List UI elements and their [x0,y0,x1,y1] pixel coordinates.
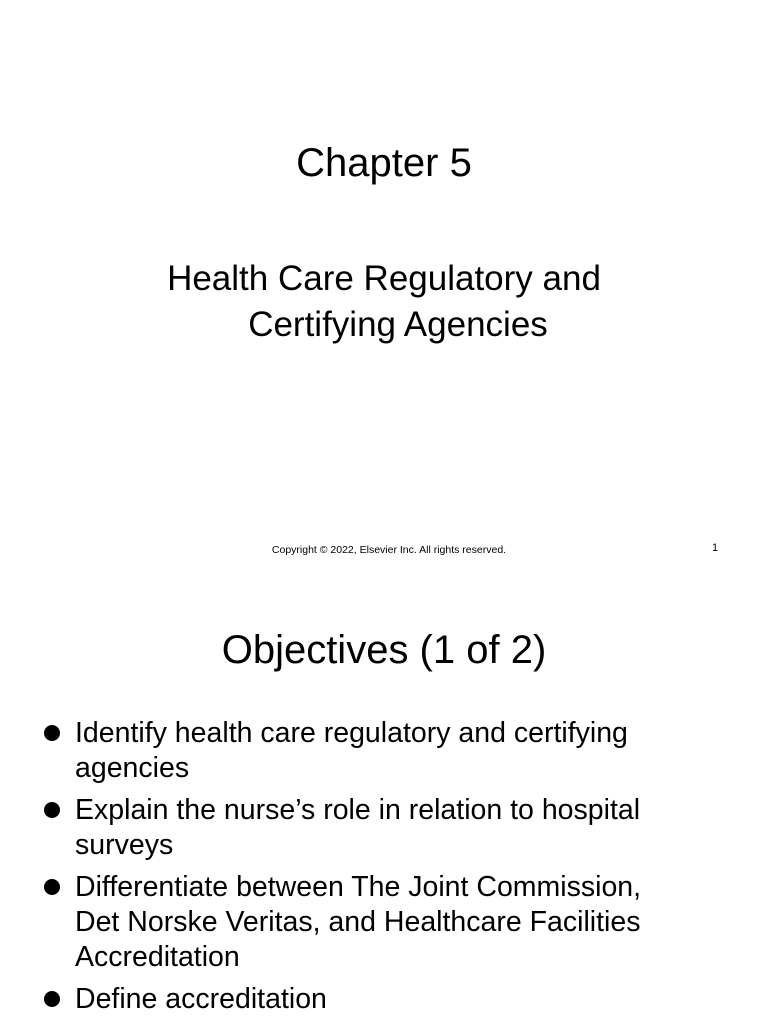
chapter-subtitle [120,256,648,348]
bullet-text: Define accreditation [75,983,327,1015]
list-item [0,870,768,975]
objectives-slide [0,576,768,1024]
copyright-notice: Copyright © 2022, Elsevier Inc. All rights reserved. [271,544,507,556]
subtitle-line: Certifying Agencies [248,305,548,344]
bullet-icon [44,991,60,1007]
list-item [0,793,768,863]
bullet-icon [44,879,60,895]
bullet-text: Differentiate between The Joint Commission, Det Norske Veritas, and Healthcare Facilities Accreditation [75,871,642,973]
subtitle-line: Health Care Regulatory and [167,259,601,298]
bullet-icon [44,725,60,741]
bullet-text: Explain the nurse’s role in relation to hospital surveys [75,794,641,861]
list-item [0,716,768,786]
bullet-icon [44,802,60,818]
objectives-list [0,716,768,1024]
chapter-title: Chapter 5 [296,141,472,185]
list-item [0,982,768,1017]
bullet-text: Identify health care regulatory and certifying agencies [75,717,628,784]
objectives-title: Objectives (1 of 2) [221,628,547,672]
page-number: 1 [712,542,719,554]
